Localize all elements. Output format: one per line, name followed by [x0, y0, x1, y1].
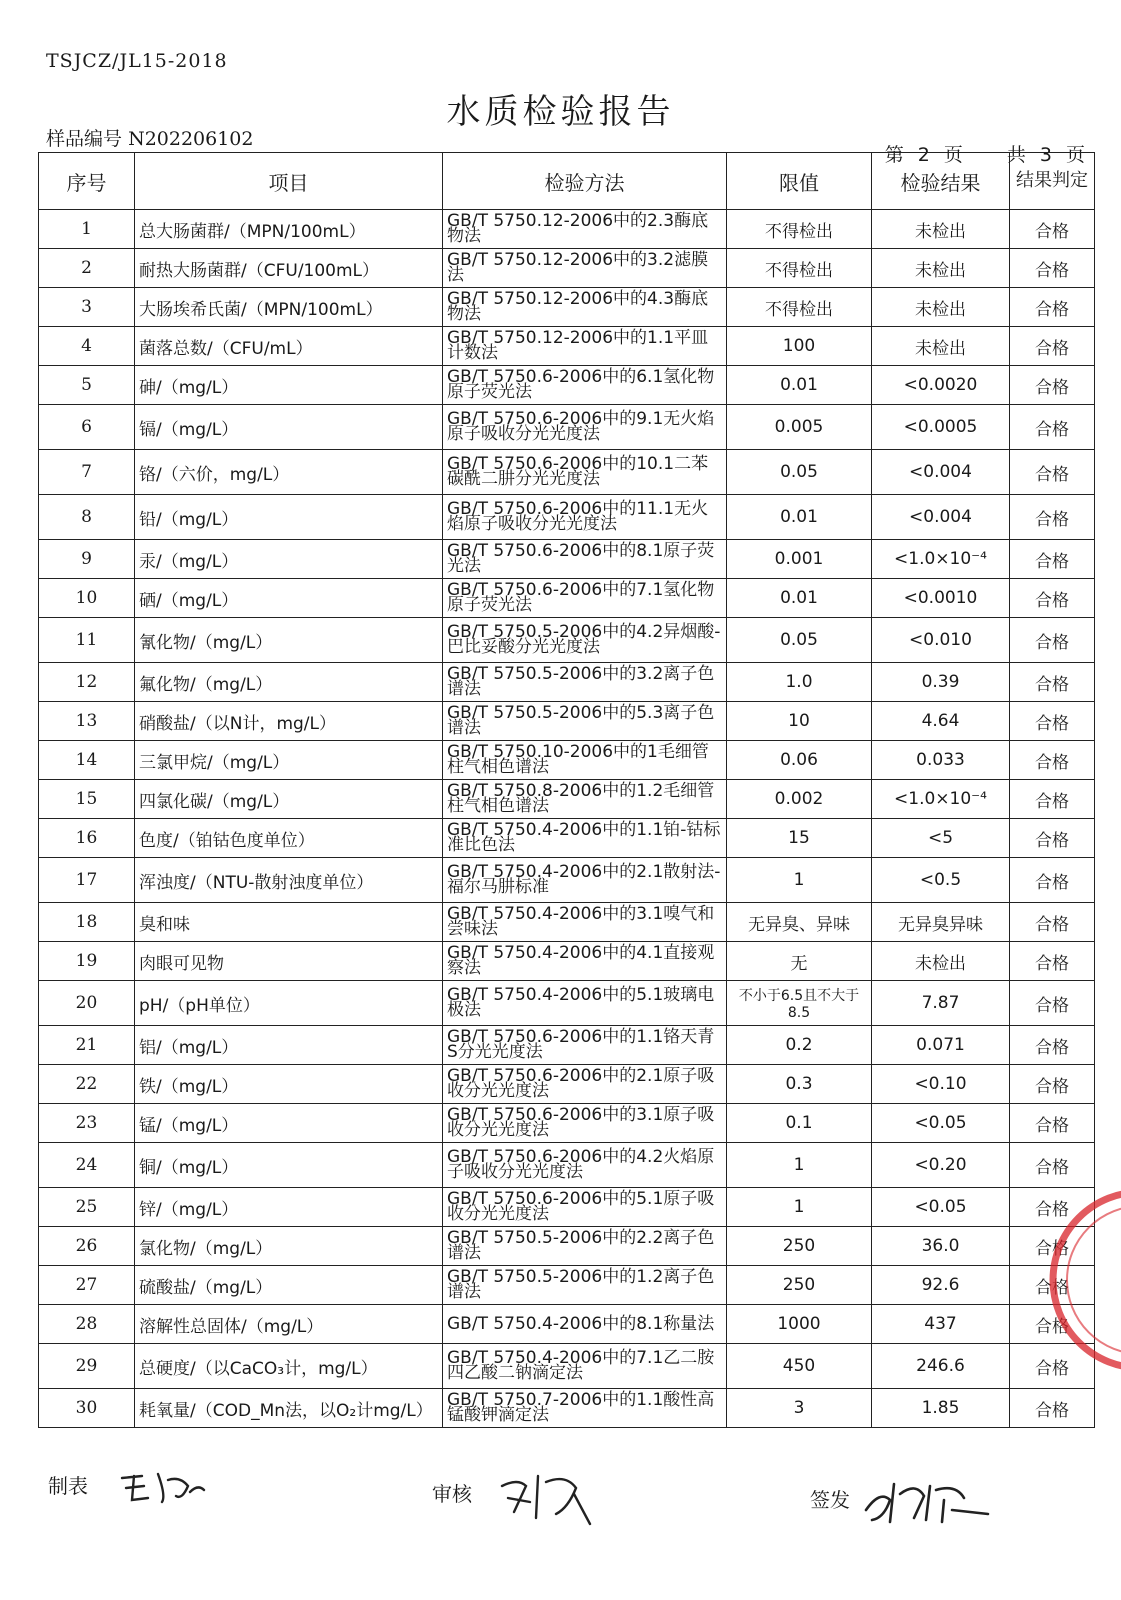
row-number: 15	[39, 780, 135, 819]
row-method: GB/T 5750.6-2006中的5.1原子吸收分光光度法	[443, 1188, 727, 1227]
row-number: 3	[39, 288, 135, 327]
row-limit: 1.0	[727, 663, 872, 702]
row-method: GB/T 5750.5-2006中的3.2离子色谱法	[443, 663, 727, 702]
row-verdict: 合格	[1010, 1188, 1095, 1227]
row-number: 26	[39, 1227, 135, 1266]
row-limit: 0.05	[727, 618, 872, 663]
row-number: 1	[39, 210, 135, 249]
row-method: GB/T 5750.6-2006中的3.1原子吸收分光光度法	[443, 1104, 727, 1143]
row-method: GB/T 5750.4-2006中的3.1嗅气和尝味法	[443, 903, 727, 942]
row-number: 2	[39, 249, 135, 288]
row-result: <0.05	[872, 1188, 1010, 1227]
row-method: GB/T 5750.6-2006中的4.2火焰原子吸收分光光度法	[443, 1143, 727, 1188]
row-method: GB/T 5750.6-2006中的6.1氢化物原子荧光法	[443, 366, 727, 405]
row-method: GB/T 5750.10-2006中的1毛细管柱气相色谱法	[443, 741, 727, 780]
col-header-result: 检验结果	[872, 153, 1010, 210]
row-method: GB/T 5750.8-2006中的1.2毛细管柱气相色谱法	[443, 780, 727, 819]
row-item: 汞/（mg/L）	[135, 540, 443, 579]
row-limit: 100	[727, 327, 872, 366]
table-row	[39, 819, 1095, 858]
col-header-item: 项目	[135, 153, 443, 210]
row-number: 18	[39, 903, 135, 942]
row-item: 氰化物/（mg/L）	[135, 618, 443, 663]
row-verdict: 合格	[1010, 1344, 1095, 1389]
row-number: 12	[39, 663, 135, 702]
row-item: 溶解性总固体/（mg/L）	[135, 1305, 443, 1344]
row-verdict: 合格	[1010, 579, 1095, 618]
row-limit: 不得检出	[727, 210, 872, 249]
inspection-table	[38, 152, 1095, 1428]
row-item: 硒/（mg/L）	[135, 579, 443, 618]
table-row	[39, 903, 1095, 942]
row-number: 4	[39, 327, 135, 366]
table-row	[39, 249, 1095, 288]
row-item: 大肠埃希氏菌/（MPN/100mL）	[135, 288, 443, 327]
row-number: 16	[39, 819, 135, 858]
row-result: <0.5	[872, 858, 1010, 903]
issued-signature	[860, 1470, 1000, 1530]
row-verdict: 合格	[1010, 366, 1095, 405]
row-limit: 0.2	[727, 1026, 872, 1065]
row-item: 臭和味	[135, 903, 443, 942]
page-prefix: 第	[884, 144, 906, 166]
row-method: GB/T 5750.7-2006中的1.1酸性高锰酸钾滴定法	[443, 1389, 727, 1428]
table-row	[39, 858, 1095, 903]
row-limit: 0.1	[727, 1104, 872, 1143]
row-limit: 15	[727, 819, 872, 858]
row-item: 铅/（mg/L）	[135, 495, 443, 540]
row-method: GB/T 5750.5-2006中的1.2离子色谱法	[443, 1266, 727, 1305]
table-row	[39, 618, 1095, 663]
row-verdict: 合格	[1010, 450, 1095, 495]
total-prefix: 共	[1006, 144, 1028, 166]
table-row	[39, 495, 1095, 540]
row-number: 17	[39, 858, 135, 903]
row-number: 19	[39, 942, 135, 981]
row-method: GB/T 5750.12-2006中的1.1平皿计数法	[443, 327, 727, 366]
row-verdict: 合格	[1010, 741, 1095, 780]
table-row	[39, 942, 1095, 981]
col-header-verdict: 结果判定	[1010, 153, 1095, 210]
row-verdict: 合格	[1010, 288, 1095, 327]
row-number: 30	[39, 1389, 135, 1428]
row-limit: 0.06	[727, 741, 872, 780]
row-limit: 0.05	[727, 450, 872, 495]
reviewed-signature	[496, 1468, 596, 1528]
row-limit: 0.005	[727, 405, 872, 450]
row-verdict: 合格	[1010, 1104, 1095, 1143]
table-row	[39, 1065, 1095, 1104]
row-limit: 1	[727, 858, 872, 903]
row-item: 砷/（mg/L）	[135, 366, 443, 405]
prepared-label: 制表	[48, 1474, 88, 1498]
row-limit: 3	[727, 1389, 872, 1428]
table-row	[39, 210, 1095, 249]
row-limit: 不小于6.5且不大于8.5	[727, 981, 872, 1026]
row-verdict: 合格	[1010, 1065, 1095, 1104]
table-body	[39, 210, 1095, 1428]
row-method: GB/T 5750.6-2006中的11.1无火焰原子吸收分光光度法	[443, 495, 727, 540]
row-limit: 不得检出	[727, 249, 872, 288]
row-item: 氯化物/（mg/L）	[135, 1227, 443, 1266]
row-result: <0.0010	[872, 579, 1010, 618]
row-number: 9	[39, 540, 135, 579]
col-header-no: 序号	[39, 153, 135, 210]
row-item: 氟化物/（mg/L）	[135, 663, 443, 702]
row-number: 24	[39, 1143, 135, 1188]
row-item: 硝酸盐/（以N计，mg/L）	[135, 702, 443, 741]
row-verdict: 合格	[1010, 1227, 1095, 1266]
row-method: GB/T 5750.6-2006中的2.1原子吸收分光光度法	[443, 1065, 727, 1104]
row-limit: 0.3	[727, 1065, 872, 1104]
row-limit: 无	[727, 942, 872, 981]
row-verdict: 合格	[1010, 1026, 1095, 1065]
row-result: 0.39	[872, 663, 1010, 702]
col-header-method: 检验方法	[443, 153, 727, 210]
row-item: 镉/（mg/L）	[135, 405, 443, 450]
issued-by	[810, 1484, 850, 1513]
row-method: GB/T 5750.12-2006中的4.3酶底物法	[443, 288, 727, 327]
row-item: 三氯甲烷/（mg/L）	[135, 741, 443, 780]
table-row	[39, 1266, 1095, 1305]
row-result: 未检出	[872, 942, 1010, 981]
row-item: 锌/（mg/L）	[135, 1188, 443, 1227]
row-number: 21	[39, 1026, 135, 1065]
table-row	[39, 327, 1095, 366]
row-limit: 1000	[727, 1305, 872, 1344]
table-row	[39, 1026, 1095, 1065]
row-item: 硫酸盐/（mg/L）	[135, 1266, 443, 1305]
row-result: 92.6	[872, 1266, 1010, 1305]
table-row	[39, 1344, 1095, 1389]
row-limit: 250	[727, 1227, 872, 1266]
row-limit: 0.01	[727, 495, 872, 540]
row-result: 0.033	[872, 741, 1010, 780]
row-item: 铬/（六价，mg/L）	[135, 450, 443, 495]
page-number: 2	[917, 144, 932, 166]
row-method: GB/T 5750.6-2006中的9.1无火焰原子吸收分光光度法	[443, 405, 727, 450]
row-method: GB/T 5750.4-2006中的4.1直接观察法	[443, 942, 727, 981]
row-verdict: 合格	[1010, 540, 1095, 579]
row-verdict: 合格	[1010, 210, 1095, 249]
row-verdict: 合格	[1010, 981, 1095, 1026]
row-result: <5	[872, 819, 1010, 858]
row-result: <0.10	[872, 1065, 1010, 1104]
report-title: 水质检验报告	[446, 92, 675, 132]
row-number: 13	[39, 702, 135, 741]
row-number: 20	[39, 981, 135, 1026]
row-limit: 0.01	[727, 579, 872, 618]
row-number: 28	[39, 1305, 135, 1344]
row-limit: 1	[727, 1143, 872, 1188]
row-number: 6	[39, 405, 135, 450]
row-result: 437	[872, 1305, 1010, 1344]
row-item: 色度/（铂钴色度单位）	[135, 819, 443, 858]
table-row	[39, 663, 1095, 702]
row-result: 246.6	[872, 1344, 1010, 1389]
sample-number: N202206102	[128, 128, 254, 150]
reviewed-by	[432, 1478, 472, 1507]
row-verdict: 合格	[1010, 942, 1095, 981]
row-limit: 10	[727, 702, 872, 741]
table-row	[39, 780, 1095, 819]
row-item: 总硬度/（以CaCO₃计，mg/L）	[135, 1344, 443, 1389]
row-method: GB/T 5750.4-2006中的5.1玻璃电极法	[443, 981, 727, 1026]
row-verdict: 合格	[1010, 618, 1095, 663]
row-limit: 450	[727, 1344, 872, 1389]
row-limit: 0.01	[727, 366, 872, 405]
row-result: 0.071	[872, 1026, 1010, 1065]
row-number: 23	[39, 1104, 135, 1143]
row-result: <0.010	[872, 618, 1010, 663]
row-item: 锰/（mg/L）	[135, 1104, 443, 1143]
row-limit: 250	[727, 1266, 872, 1305]
row-verdict: 合格	[1010, 1266, 1095, 1305]
row-result: <1.0×10⁻⁴	[872, 780, 1010, 819]
row-method: GB/T 5750.6-2006中的10.1二苯碳酰二肼分光光度法	[443, 450, 727, 495]
row-limit: 0.002	[727, 780, 872, 819]
row-limit: 无异臭、异味	[727, 903, 872, 942]
official-stamp	[1031, 1180, 1121, 1380]
row-item: 铁/（mg/L）	[135, 1065, 443, 1104]
table-header-row	[39, 153, 1095, 210]
row-method: GB/T 5750.4-2006中的8.1称量法	[443, 1305, 727, 1344]
row-method: GB/T 5750.6-2006中的1.1铬天青S分光光度法	[443, 1026, 727, 1065]
row-verdict: 合格	[1010, 819, 1095, 858]
row-item: 铝/（mg/L）	[135, 1026, 443, 1065]
prepared-by	[48, 1470, 88, 1499]
row-item: 肉眼可见物	[135, 942, 443, 981]
row-number: 11	[39, 618, 135, 663]
total-pages: 3	[1039, 144, 1054, 166]
table-row	[39, 1389, 1095, 1428]
row-verdict: 合格	[1010, 858, 1095, 903]
row-method: GB/T 5750.5-2006中的5.3离子色谱法	[443, 702, 727, 741]
row-result: <0.0020	[872, 366, 1010, 405]
row-number: 25	[39, 1188, 135, 1227]
row-number: 7	[39, 450, 135, 495]
col-header-limit: 限值	[727, 153, 872, 210]
row-method: GB/T 5750.12-2006中的3.2滤膜法	[443, 249, 727, 288]
sample-number-row	[46, 124, 253, 151]
row-result: <0.20	[872, 1143, 1010, 1188]
row-item: 浑浊度/（NTU-散射浊度单位）	[135, 858, 443, 903]
page-suffix: 页	[1065, 144, 1087, 166]
row-verdict: 合格	[1010, 1143, 1095, 1188]
row-method: GB/T 5750.12-2006中的2.3酶底物法	[443, 210, 727, 249]
row-verdict: 合格	[1010, 495, 1095, 540]
row-result: 未检出	[872, 249, 1010, 288]
row-number: 5	[39, 366, 135, 405]
table-row	[39, 981, 1095, 1026]
row-result: <1.0×10⁻⁴	[872, 540, 1010, 579]
table-row	[39, 579, 1095, 618]
row-verdict: 合格	[1010, 405, 1095, 450]
row-verdict: 合格	[1010, 249, 1095, 288]
row-item: 铜/（mg/L）	[135, 1143, 443, 1188]
row-number: 8	[39, 495, 135, 540]
table-row	[39, 405, 1095, 450]
row-item: 耐热大肠菌群/（CFU/100mL）	[135, 249, 443, 288]
row-item: 耗氧量/（COD_Mn法，以O₂计mg/L）	[135, 1389, 443, 1428]
table-row	[39, 1143, 1095, 1188]
row-number: 27	[39, 1266, 135, 1305]
table-row	[39, 1188, 1095, 1227]
row-method: GB/T 5750.4-2006中的7.1乙二胺四乙酸二钠滴定法	[443, 1344, 727, 1389]
row-verdict: 合格	[1010, 1305, 1095, 1344]
row-result: <0.0005	[872, 405, 1010, 450]
prepared-signature	[118, 1466, 208, 1506]
row-limit: 不得检出	[727, 288, 872, 327]
row-number: 22	[39, 1065, 135, 1104]
table-row	[39, 540, 1095, 579]
table-row	[39, 702, 1095, 741]
page-mid: 页	[943, 144, 965, 166]
row-limit: 0.001	[727, 540, 872, 579]
row-item: 菌落总数/（CFU/mL）	[135, 327, 443, 366]
table-row	[39, 1104, 1095, 1143]
row-number: 10	[39, 579, 135, 618]
row-result: 36.0	[872, 1227, 1010, 1266]
row-method: GB/T 5750.6-2006中的7.1氢化物原子荧光法	[443, 579, 727, 618]
row-method: GB/T 5750.5-2006中的2.2离子色谱法	[443, 1227, 727, 1266]
row-result: 未检出	[872, 327, 1010, 366]
row-verdict: 合格	[1010, 702, 1095, 741]
document-code: TSJCZ/JL15-2018	[46, 50, 228, 72]
row-result: 无异臭异味	[872, 903, 1010, 942]
row-result: 1.85	[872, 1389, 1010, 1428]
row-method: GB/T 5750.4-2006中的2.1散射法-福尔马肼标准	[443, 858, 727, 903]
table-row	[39, 366, 1095, 405]
row-result: 未检出	[872, 210, 1010, 249]
row-item: 四氯化碳/（mg/L）	[135, 780, 443, 819]
row-result: <0.004	[872, 495, 1010, 540]
issued-label: 签发	[810, 1488, 850, 1512]
row-item: 总大肠菌群/（MPN/100mL）	[135, 210, 443, 249]
row-verdict: 合格	[1010, 1389, 1095, 1428]
row-result: 7.87	[872, 981, 1010, 1026]
row-item: pH/（pH单位）	[135, 981, 443, 1026]
row-result: 未检出	[872, 288, 1010, 327]
row-number: 29	[39, 1344, 135, 1389]
table-row	[39, 1305, 1095, 1344]
row-limit: 1	[727, 1188, 872, 1227]
row-result: 4.64	[872, 702, 1010, 741]
row-verdict: 合格	[1010, 663, 1095, 702]
row-result: <0.004	[872, 450, 1010, 495]
table-row	[39, 1227, 1095, 1266]
table-row	[39, 288, 1095, 327]
row-result: <0.05	[872, 1104, 1010, 1143]
table-row	[39, 450, 1095, 495]
table-row	[39, 741, 1095, 780]
row-method: GB/T 5750.4-2006中的1.1铂-钴标准比色法	[443, 819, 727, 858]
row-method: GB/T 5750.5-2006中的4.2异烟酸-巴比妥酸分光光度法	[443, 618, 727, 663]
row-verdict: 合格	[1010, 780, 1095, 819]
sample-label: 样品编号	[46, 128, 123, 150]
reviewed-label: 审核	[432, 1482, 472, 1506]
row-verdict: 合格	[1010, 903, 1095, 942]
row-method: GB/T 5750.6-2006中的8.1原子荧光法	[443, 540, 727, 579]
row-number: 14	[39, 741, 135, 780]
row-verdict: 合格	[1010, 327, 1095, 366]
